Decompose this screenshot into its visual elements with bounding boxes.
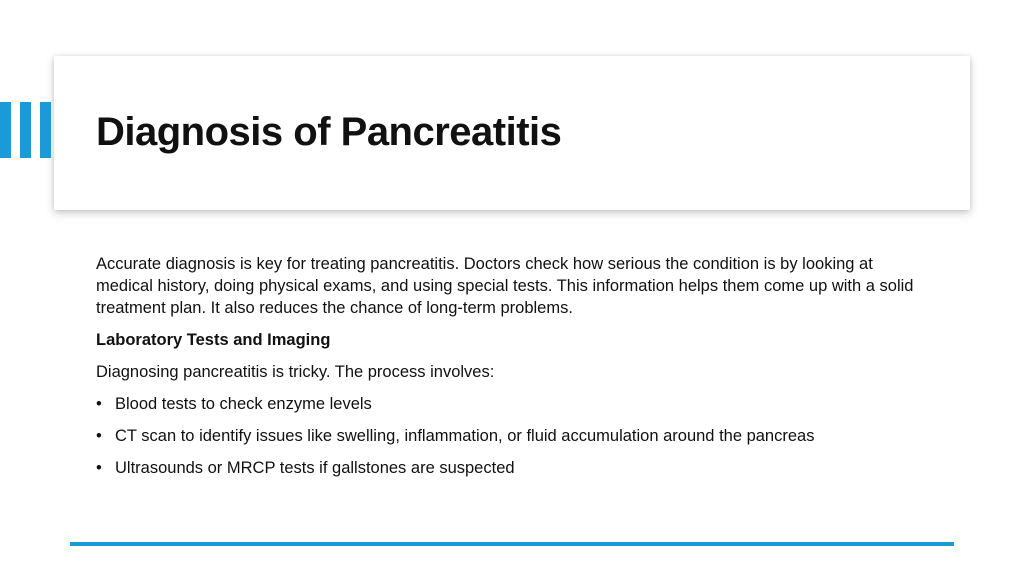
bullet-list: [96, 393, 916, 479]
slide-body: [96, 253, 916, 489]
list-item-text: Ultrasounds or MRCP tests if gallstones are suspected: [115, 459, 515, 477]
list-item-text: CT scan to identify issues like swelling, inflammation, or fluid accumulation around the pancreas: [115, 427, 815, 445]
accent-bar: [0, 102, 11, 158]
bottom-accent-rule: [70, 542, 954, 546]
list-item: [96, 457, 916, 479]
lead-in-text: Diagnosing pancreatitis is tricky. The process involves:: [96, 363, 495, 381]
section-heading: Laboratory Tests and Imaging: [96, 331, 331, 349]
slide-title: Diagnosis of Pancreatitis: [96, 110, 562, 154]
list-item: [96, 425, 916, 447]
list-item: [96, 393, 916, 415]
bullet-icon: •: [96, 427, 102, 445]
bullet-icon: •: [96, 395, 102, 413]
intro-paragraph: Accurate diagnosis is key for treating pancreatitis. Doctors check how serious the condition is by looking at medical history, doing physical exams, and using special tests. This information helps them come up with a solid treatment plan. It also reduces the chance of long-term problems.: [96, 255, 914, 317]
accent-bar: [20, 102, 31, 158]
accent-bar: [40, 102, 51, 158]
bullet-icon: •: [96, 459, 102, 477]
list-item-text: Blood tests to check enzyme levels: [115, 395, 372, 413]
